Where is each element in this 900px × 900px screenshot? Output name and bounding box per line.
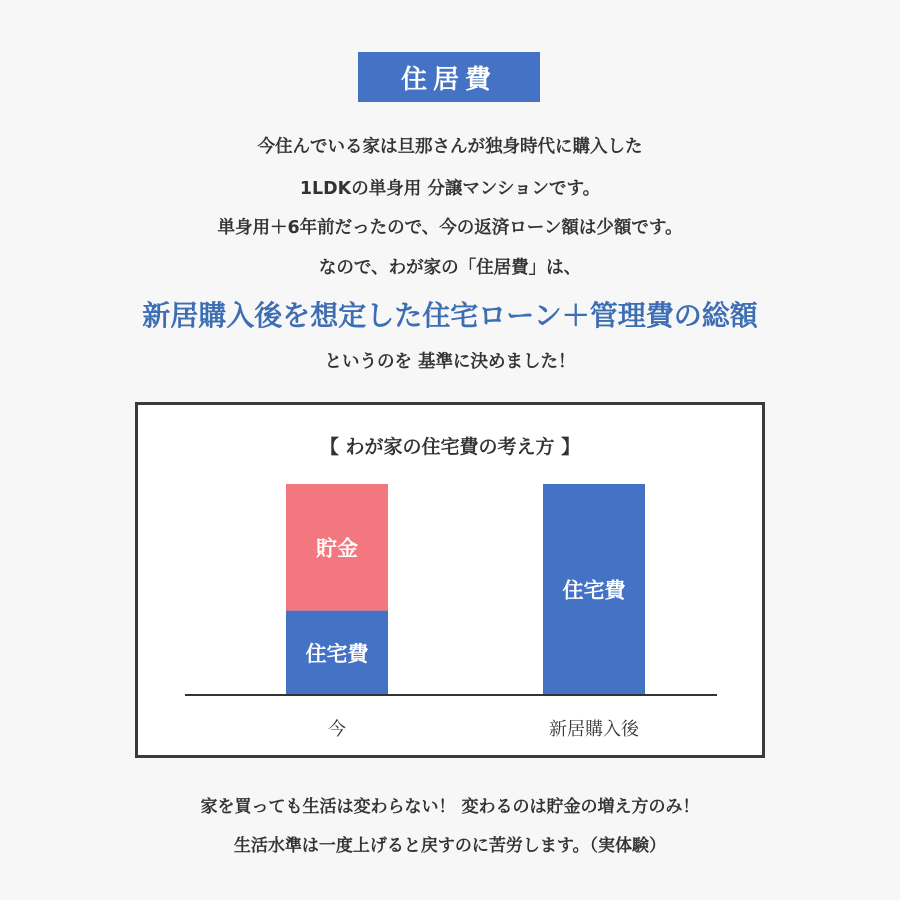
chart-canvas bbox=[138, 405, 762, 755]
highlight-statement: 新居購入後を想定した住宅ローン＋管理費の総額 bbox=[142, 299, 758, 332]
page-title: 住居費 bbox=[358, 52, 540, 102]
chart-title: 【 わが家の住宅費の考え方 】 bbox=[319, 436, 581, 458]
footer-line-2: 生活水準は一度上げると戻すのに苦労します。（実体験） bbox=[233, 836, 667, 856]
footer-line-1: 家を買っても生活は変わらない！ 変わるのは貯金の増え方のみ！ bbox=[200, 797, 700, 817]
category-label-1: 今 bbox=[328, 719, 346, 740]
intro-line-2: 1LDKの単身用 分譲マンションです。 bbox=[299, 179, 601, 199]
intro-line-4: なので、わが家の「住居費」は、 bbox=[318, 258, 582, 278]
intro-line-1: 今住んでいる家は旦那さんが独身時代に購入した bbox=[257, 137, 643, 157]
conclusion-text: というのを 基準に決めました！ bbox=[324, 352, 576, 372]
bar-label-housing-2: 住宅費 bbox=[562, 578, 626, 603]
housing-cost-chart bbox=[135, 402, 765, 758]
intro-line-3: 単身用＋6年前だったので、今の返済ローン額は少額です。 bbox=[217, 218, 683, 238]
bar-label-housing-1: 住宅費 bbox=[305, 641, 369, 666]
category-label-2: 新居購入後 bbox=[549, 719, 639, 740]
bar-label-savings-1: 貯金 bbox=[316, 536, 358, 561]
